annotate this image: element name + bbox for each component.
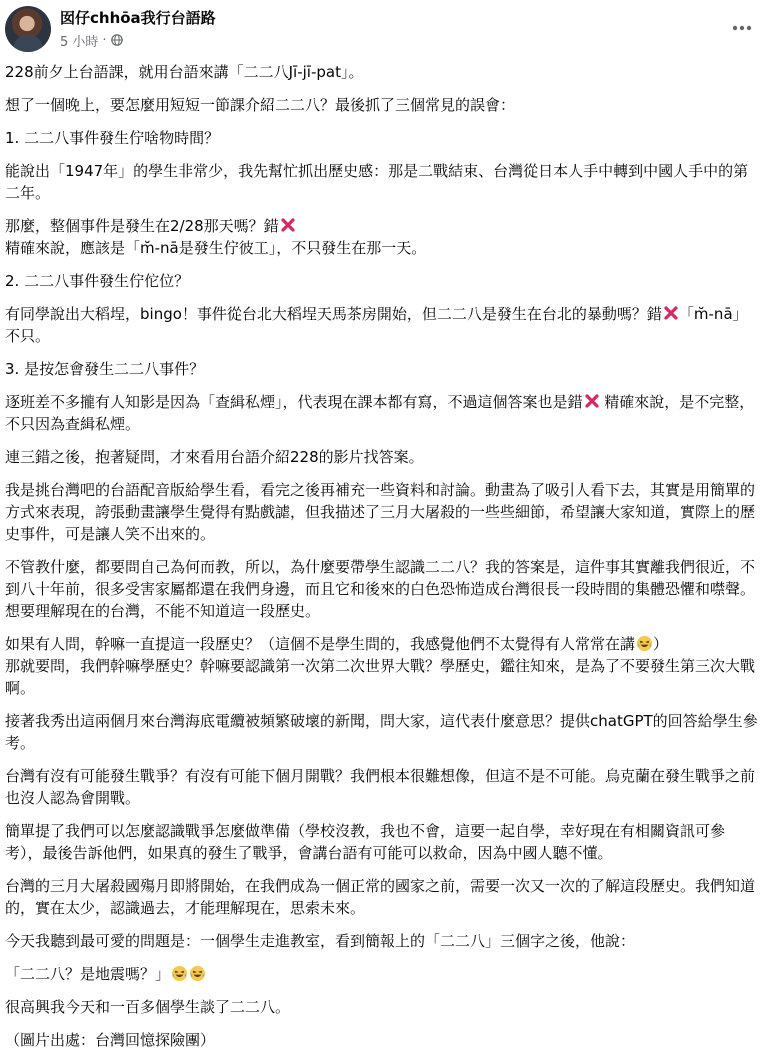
post-paragraph	[5, 479, 759, 545]
paragraph-text: 我是挑台灣吧的台語配音版給學生看，看完之後再補充一些資料和討論。動畫為了吸引人看下去，其實是用簡單的方式來表現，誇張動畫讓學生覺得有點戲謔，但我描述了三月大屠殺的一些些細節，希望讓大家知道，實際上的歷史事件，可是讓人笑不出來的。	[5, 481, 756, 543]
post-paragraph	[5, 556, 759, 622]
paragraph-text: （圖片出處：台灣回憶探險團）	[5, 1031, 216, 1049]
more-icon	[732, 25, 752, 31]
author-name[interactable]: 囡仔chhōa我行台語路	[60, 9, 216, 27]
paragraph-text: 不管教什麼，都要問自己為何而教，所以，為什麼要帶學生認識二二八？我的答案是，這件事其實離我們很近，不到八十年前，很多受害家屬都還在我們身邊，而且它和後來的白色恐怖造成台灣很長一段時間的集體恐懼和噤聲。想要理解現在的台灣，不能不知道這一段歷史。	[5, 558, 756, 620]
post-paragraph	[5, 875, 759, 919]
post-paragraph	[5, 61, 759, 83]
post-paragraph	[5, 358, 759, 380]
post-paragraph	[5, 930, 759, 952]
post-paragraph	[5, 633, 759, 699]
cross-icon	[663, 305, 679, 321]
paragraph-text: 接著我秀出這兩個月來台灣海底電纜被頻繁破壞的新聞，問大家，這代表什麼意思？提供chatGPT的回答給學生參考。	[5, 712, 758, 752]
post-paragraph	[5, 765, 759, 809]
paragraph-text: 台灣的三月大屠殺國殤月即將開始，在我們成為一個正常的國家之前，需要一次又一次的了解這段歷史。我們知道的，實在太少，認識過去，才能理解現在，思索未來。	[5, 877, 756, 917]
post-paragraph	[5, 94, 759, 116]
paragraph-text: 有同學說出大稻埕，bingo！事件從台北大稻埕天馬茶房開始，但二二八是發生在台北的暴動嗎？錯	[5, 305, 662, 323]
paragraph-text: 1. 二二八事件發生佇啥物時間？	[5, 129, 220, 147]
laugh-icon	[189, 965, 206, 982]
post-meta	[60, 32, 123, 48]
post-paragraph	[5, 963, 759, 985]
paragraph-text: 想了一個晚上，要怎麼用短短一節課介紹二二八？最後抓了三個常見的誤會：	[5, 96, 516, 114]
post-paragraph	[5, 127, 759, 149]
paragraph-text: 簡單提了我們可以怎麼認識戰爭怎麼做準備（學校沒教，我也不會，這要一起自學，幸好現在有相關資訊可參考），最後告訴他們，如果真的發生了戰爭，會講台語有可能可以救命，因為中國人聽不懂。	[5, 822, 726, 862]
paragraph-text: 台灣有沒有可能發生戰爭？有沒有可能下個月開戰？我們根本很難想像，但這不是不可能。烏克蘭在發生戰爭之前也沒人認為會開戰。	[5, 767, 756, 807]
cross-icon	[584, 393, 600, 409]
paragraph-text-continued: ） 那就要問，我們幹嘛學歷史？幹嘛要認識第一次第二次世界大戰？學歷史，鑑往知來，是為了不要發生第三次大戰啊。	[5, 635, 756, 697]
avatar[interactable]	[5, 6, 51, 52]
meta-separator: ·	[102, 32, 107, 48]
paragraph-text: 今天我聽到最可愛的問題是：一個學生走進教室，看到簡報上的「二二八」三個字之後，他說：	[5, 932, 636, 950]
post-paragraph	[5, 1029, 759, 1051]
paragraph-text: 連三錯之後，抱著疑問，才來看用台語介紹228的影片找答案。	[5, 448, 424, 466]
paragraph-text-continued: 精確來說，是不完整，不只因為查緝私煙。	[5, 393, 755, 433]
paragraph-text: 能說出「1947年」的學生非常少，我先幫忙抓出歷史感：那是二戰結束、台灣從日本人手中轉到中國人手中的第二年。	[5, 162, 749, 202]
post-paragraph	[5, 710, 759, 754]
paragraph-text: 「二二八？是地震嗎？」	[5, 965, 171, 983]
paragraph-text: 逐班差不多攏有人知影是因為「查緝私煙」，代表現在課本都有寫，不過這個答案也是錯	[5, 393, 583, 411]
post-paragraph	[5, 820, 759, 864]
paragraph-text: 2. 二二八事件發生佇佗位？	[5, 272, 190, 290]
paragraph-text: 那麼，整個事件是發生在2/28那天嗎？錯	[5, 217, 279, 235]
post-time[interactable]: 5 小時	[60, 34, 99, 50]
post-paragraph	[5, 996, 759, 1018]
more-options-button[interactable]	[724, 10, 760, 46]
cross-icon	[280, 217, 296, 233]
paragraph-text: 如果有人問，幹嘛一直提這一段歷史？（這個不是學生問的，我感覺他們不太覺得有人常常在講	[5, 635, 636, 653]
globe-icon[interactable]	[111, 34, 123, 46]
post-paragraph	[5, 391, 759, 435]
post-paragraph	[5, 270, 759, 292]
post-paragraph	[5, 446, 759, 468]
laugh-icon	[636, 635, 653, 652]
paragraph-text: 3. 是按怎會發生二二八事件？	[5, 360, 205, 378]
post-paragraph	[5, 215, 759, 259]
paragraph-text-continued: 「m̆-nā」不只。	[5, 305, 748, 345]
laugh-icon	[171, 965, 188, 982]
post-header	[0, 0, 764, 56]
post-paragraph	[5, 303, 759, 347]
paragraph-text: 很高興我今天和一百多個學生談了二二八。	[5, 998, 291, 1016]
post-paragraph	[5, 160, 759, 204]
paragraph-text-continued: 精確來說，應該是「m̆-nā是發生佇彼工」，不只發生在那一天。	[5, 239, 427, 257]
paragraph-text: 228前夕上台語課，就用台語來講「二二八Jī-jī-pat」。	[5, 63, 364, 81]
post-body	[5, 61, 759, 1062]
